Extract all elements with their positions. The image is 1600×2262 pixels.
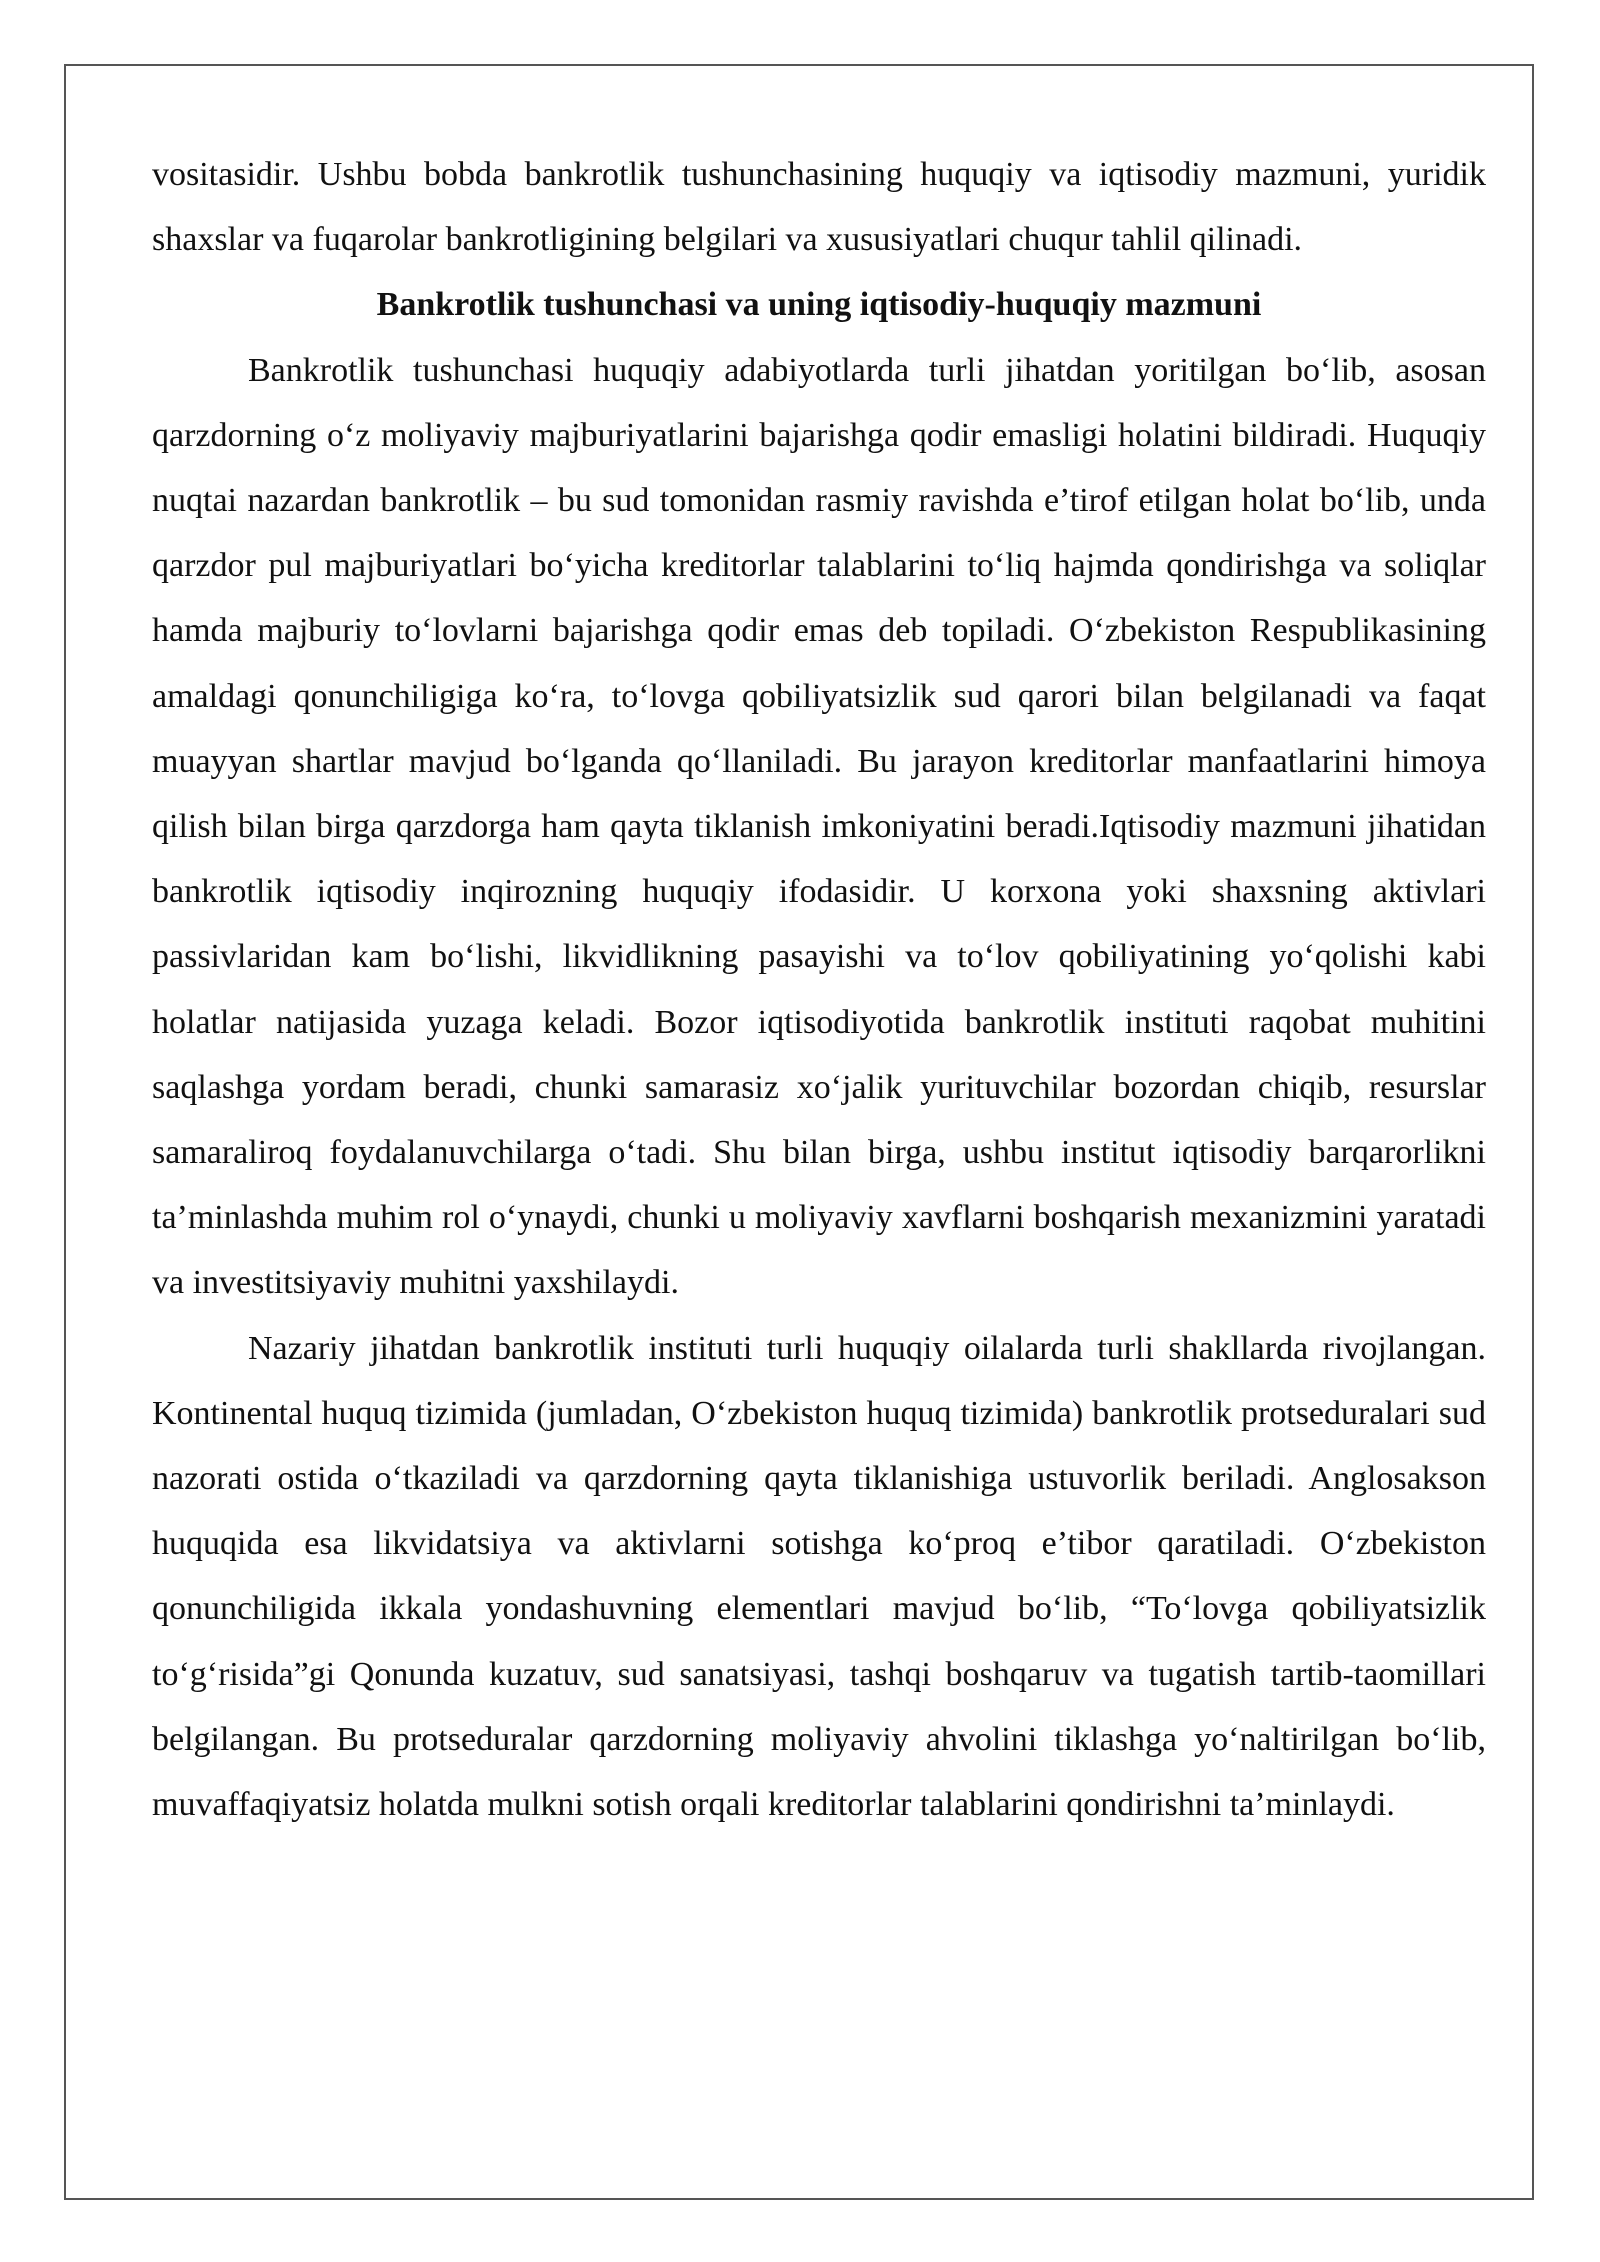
continued-paragraph: vositasidir. Ushbu bobda bankrotlik tushunchasining huquqiy va iqtisodiy mazmuni, yuridik shaxslar va fuqarolar bankrotligining belgilari va xususiyatlari chuqur tahlil qilinadi. <box>152 156 1486 259</box>
page-content <box>152 142 1486 1837</box>
body-paragraph-2: Nazariy jihatdan bankrotlik instituti turli huquqiy oilalarda turli shakllarda rivojlangan. Kontinental huquq tizimida (jumladan, O‘zbekiston huquq tizimida) bankrotlik protseduralari sud nazorati ostida o‘tkaziladi va qarzdorning qayta tiklanishiga ustuvorlik beriladi. Anglosakson huquqida esa likvidatsiya va aktivlarni sotishga ko‘proq e’tibor qaratiladi. O‘zbekiston qonunchiligida ikkala yondashuvning elementlari mavjud bo‘lib, “To‘lovga qobiliyatsizlik to‘g‘risida”gi Qonunda kuzatuv, sud sanatsiyasi, tashqi boshqaruv va tugatish tartib-taomillari belgilangan. Bu protseduralar qarzdorning moliyaviy ahvolini tiklashga yo‘naltirilgan bo‘lib, muvaffaqiyatsiz holatda mulkni sotish orqali kreditorlar talablarini qondirishni ta’minlaydi. <box>152 1329 1486 1824</box>
body-paragraph-1: Bankrotlik tushunchasi huquqiy adabiyotlarda turli jihatdan yoritilgan bo‘lib, asosan qarzdorning o‘z moliyaviy majburiyatlarini bajarishga qodir emasligi holatini bildiradi. Huquqiy nuqtai nazardan bankrotlik – bu sud tomonidan rasmiy ravishda e’tirof etilgan holat bo‘lib, unda qarzdor pul majburiyatlari bo‘yicha kreditorlar talablarini to‘liq hajmda qondirishga va soliqlar hamda majburiy to‘lovlarni bajarishga qodir emas deb topiladi. O‘zbekiston Respublikasining amaldagi qonunchiligiga ko‘ra, to‘lovga qobiliyatsizlik sud qarori bilan belgilanadi va faqat muayyan shartlar mavjud bo‘lganda qo‘llaniladi. Bu jarayon kreditorlar manfaatlarini himoya qilish bilan birga qarzdorga ham qayta tiklanish imkoniyatini beradi.Iqtisodiy mazmuni jihatidan bankrotlik iqtisodiy inqirozning huquqiy ifodasidir. U korxona yoki shaxsning aktivlari passivlaridan kam bo‘lishi, likvidlikning pasayishi va to‘lov qobiliyatining yo‘qolishi kabi holatlar natijasida yuzaga keladi. Bozor iqtisodiyotida bankrotlik instituti raqobat muhitini saqlashga yordam beradi, chunki samarasiz xo‘jalik yurituvchilar bozordan chiqib, resurslar samaraliroq foydalanuvchilarga o‘tadi. Shu bilan birga, ushbu institut iqtisodiy barqarorlikni ta’minlashda muhim rol o‘ynaydi, chunki u moliyaviy xavflarni boshqarish mexanizmini yaratadi va investitsiyaviy muhitni yaxshilaydi. <box>152 351 1486 1302</box>
section-heading: Bankrotlik tushunchasi va uning iqtisodiy-huquqiy mazmuni <box>376 286 1262 324</box>
